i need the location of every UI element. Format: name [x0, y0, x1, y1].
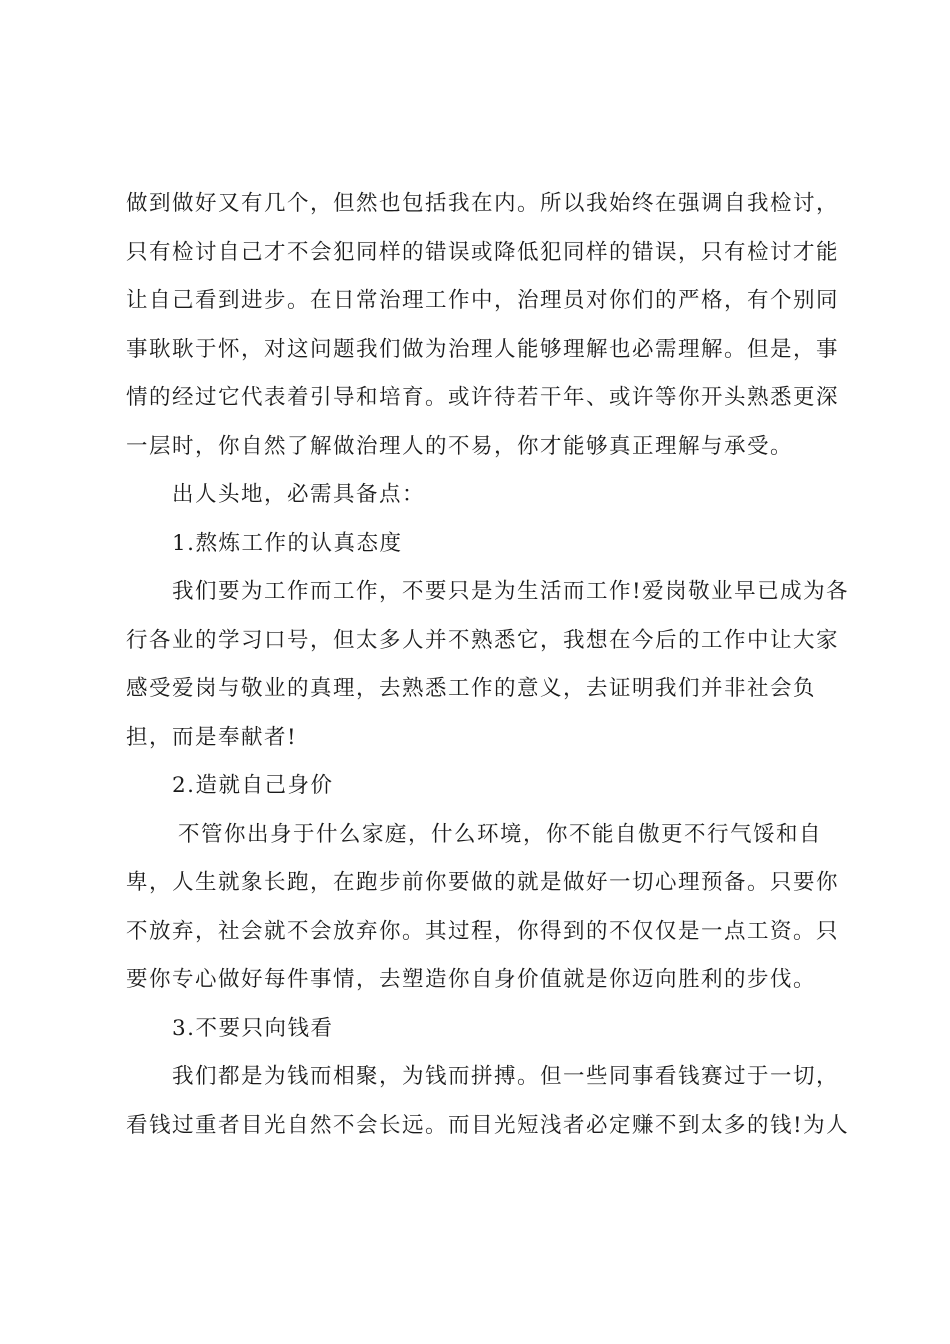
text-line: 不放弃，社会就不会放弃你。其过程，你得到的不仅仅是一点工资。只: [126, 918, 840, 944]
paragraph-point-2: [126, 811, 840, 1005]
paragraph-point-3: [126, 1053, 850, 1150]
section-heading: 1.熬炼工作的认真态度: [172, 530, 403, 556]
text-line: 感受爱岗与敬业的真理，去熟悉工作的意义，去证明我们并非社会负: [126, 676, 817, 701]
heading-point-3: [126, 1005, 832, 1054]
text-line: 情的经过它代表着引导和培育。或许待若干年、或许等你开头熟悉更深: [126, 385, 840, 410]
paragraph-intro-points: [126, 471, 832, 520]
section-heading: 3.不要只向钱看: [172, 1015, 334, 1041]
text-line: 一层时，你自然了解做治理人的不易，你才能够真正理解与承受。: [126, 433, 794, 459]
text-line: 不管你出身于什么家庭，什么环境，你不能自傲更不行气馁和自: [178, 821, 823, 847]
section-heading: 2.造就自己身价: [172, 773, 334, 798]
document-body: [126, 180, 850, 1150]
text-line: 行各业的学习口号，但太多人并不熟悉它，我想在今后的工作中让大家: [126, 627, 840, 653]
text-line: 看钱过重者目光自然不会长远。而目光短浅者必定赚不到太多的钱!为人: [126, 1112, 850, 1138]
text-line: 出人头地，必需具备点：: [172, 482, 426, 507]
text-line: 做到做好又有几个，但然也包括我在内。所以我始终在强调自我检讨，: [126, 191, 840, 216]
paragraph-self-review: [126, 180, 840, 471]
text-line: 担，而是奉献者!: [126, 724, 298, 750]
text-line: 卑，人生就象长跑，在跑步前你要做的就是做好一切心理预备。只要你: [126, 870, 840, 895]
heading-point-1: [126, 520, 832, 569]
paragraph-point-1: [126, 568, 850, 762]
text-line: 要你专心做好每件事情，去塑造你自身价值就是你迈向胜利的步伐。: [126, 967, 817, 992]
text-line: 事耿耿于怀，对这问题我们做为治理人能够理解也必需理解。但是，事: [126, 336, 840, 362]
text-line: 让自己看到进步。在日常治理工作中，治理员对你们的严格，有个别同: [126, 288, 840, 313]
text-line: 只有检讨自己才不会犯同样的错误或降低犯同样的错误，只有检讨才能: [126, 239, 840, 265]
heading-point-2: [126, 762, 832, 811]
text-line: 我们要为工作而工作，不要只是为生活而工作!爱岗敬业早已成为各: [172, 579, 850, 604]
text-line: 我们都是为钱而相聚，为钱而拼搏。但一些同事看钱赛过于一切，: [172, 1064, 840, 1089]
